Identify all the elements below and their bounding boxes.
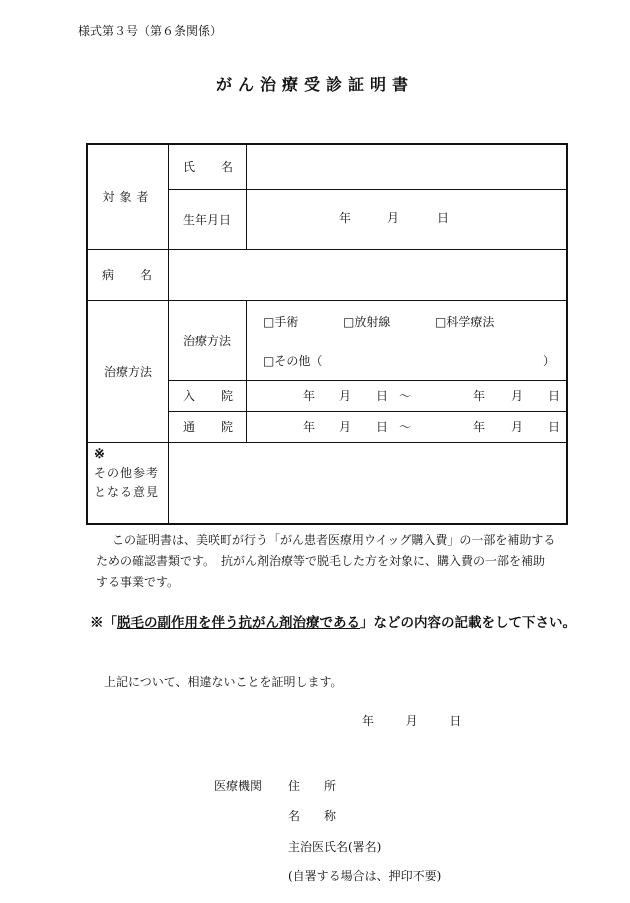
certificate-table — [86, 143, 568, 525]
inpatient-tilde: ～ — [399, 388, 412, 403]
inpatient-from-month: 月 — [339, 388, 352, 403]
birth-label-cell — [169, 189, 247, 249]
name-label: 氏名 — [183, 160, 233, 175]
inpatient-label-cell — [169, 380, 247, 411]
inpatient-field[interactable] — [247, 380, 568, 411]
outpatient-from-month: 月 — [339, 419, 352, 434]
outpatient-to-month: 月 — [511, 419, 524, 434]
disease-label-cell — [87, 249, 169, 300]
disease-row — [87, 249, 567, 300]
notice-line-3: する事業です。 — [96, 575, 180, 589]
remarks-label-1: その他参考 — [94, 465, 160, 480]
treatment-label-cell — [87, 300, 169, 442]
inpatient-from-year: 年 — [303, 388, 316, 403]
method-options — [247, 300, 568, 380]
outpatient-to-day: 日 — [548, 419, 561, 434]
outpatient-from-year: 年 — [303, 419, 316, 434]
birth-field[interactable] — [247, 189, 568, 249]
institution-name-label: 名 称 — [288, 809, 337, 823]
doctor-name-label: 主治医氏名(署名) — [288, 840, 382, 854]
emphasis-underlined: 脱毛の副作用を伴う抗がん剤治療である — [117, 615, 360, 631]
outpatient-label: 通院 — [183, 420, 233, 434]
certification-statement: 上記について、相違ないことを証明します。 — [104, 675, 343, 689]
outpatient-label-cell — [169, 411, 247, 442]
remarks-row — [87, 442, 567, 524]
institution-label: 医療機関 — [214, 779, 263, 793]
remarks-mark: ※ — [94, 446, 105, 462]
inpatient-to-year: 年 — [473, 388, 486, 403]
remarks-field[interactable] — [169, 442, 568, 524]
outpatient-from-day: 日 — [376, 419, 389, 434]
address-label: 住 所 — [288, 779, 337, 793]
option-chemo-checkbox[interactable]: □科学療法 — [435, 315, 495, 329]
inpatient-from-day: 日 — [376, 388, 389, 403]
remarks-label-2: となる意見 — [94, 484, 160, 499]
inpatient-to-day: 日 — [548, 388, 561, 403]
method-row — [87, 300, 567, 380]
inpatient-to-month: 月 — [511, 388, 524, 403]
option-surgery-checkbox[interactable]: □手術 — [263, 315, 299, 329]
birth-day: 日 — [437, 211, 450, 225]
certification-date[interactable] — [362, 712, 461, 729]
name-field[interactable] — [247, 144, 568, 189]
notice-line-2: ための確認書類です。 抗がん剤治療等で脱毛した方を対象に、購入費の一部を補助 — [96, 554, 546, 568]
method-label-cell — [169, 300, 247, 380]
birth-label: 生年月日 — [183, 212, 232, 227]
disease-field[interactable] — [169, 249, 568, 300]
seal-note: (自署する場合は、押印不要) — [288, 869, 442, 883]
outpatient-field[interactable] — [247, 411, 568, 442]
remarks-label-cell — [87, 442, 169, 524]
cert-year: 年 — [362, 714, 375, 728]
outpatient-tilde: ～ — [399, 419, 412, 434]
emphasis-prefix: ※「 — [90, 615, 117, 631]
disease-label: 病名 — [102, 268, 152, 282]
name-label-cell — [169, 144, 247, 189]
document-title: がん治療受診証明書 — [215, 75, 414, 94]
cert-month: 月 — [405, 714, 418, 728]
birth-year: 年 — [339, 211, 352, 225]
notice-line-1: この証明書は、美咲町が行う「がん患者医療用ウイッグ購入費」の一部を補助する — [112, 533, 556, 547]
method-label: 治療方法 — [183, 333, 232, 348]
option-other-close: ） — [543, 354, 556, 368]
subject-label: 対象者 — [102, 190, 154, 205]
option-radiation-checkbox[interactable]: □放射線 — [343, 315, 391, 329]
cert-day: 日 — [449, 714, 462, 728]
inpatient-label: 入院 — [183, 389, 233, 403]
emphasis-suffix: 」などの内容の記載をして下さい。 — [360, 615, 576, 631]
emphasis-note — [90, 611, 576, 631]
subject-label-cell — [87, 144, 169, 249]
option-other-checkbox[interactable]: □その他（ — [263, 354, 323, 368]
birth-month: 月 — [387, 211, 400, 225]
name-row — [87, 144, 567, 189]
form-number: 様式第３号（第６条関係） — [78, 24, 223, 38]
outpatient-to-year: 年 — [473, 419, 486, 434]
treatment-label: 治療方法 — [103, 364, 152, 379]
